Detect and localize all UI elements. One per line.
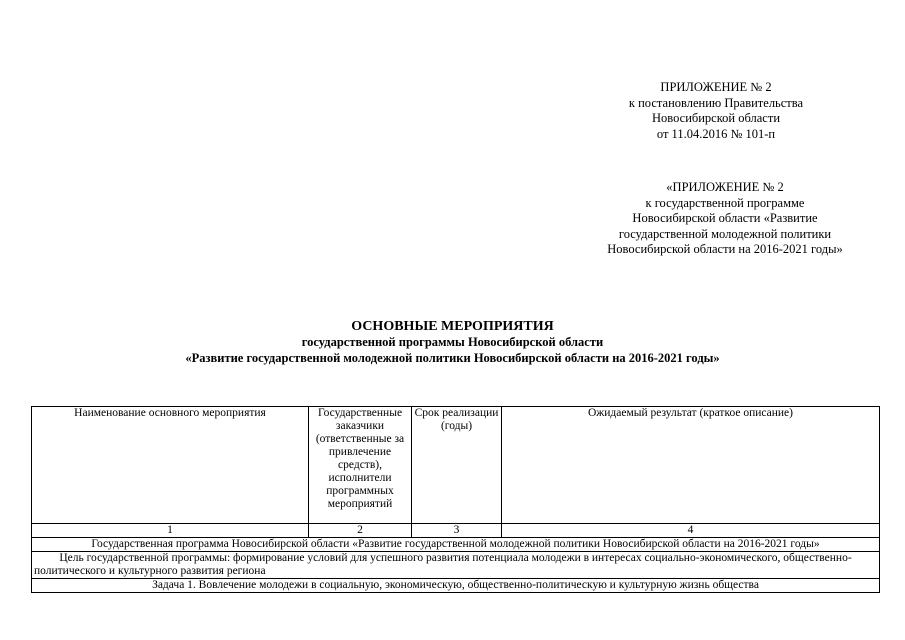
appendix-date: от 11.04.2016 № 101-п bbox=[656, 126, 776, 141]
page-title: ОСНОВНЫЕ МЕРОПРИЯТИЯ bbox=[351, 319, 554, 334]
table-row bbox=[32, 579, 880, 593]
page-subtitle: «Развитие государственной молодежной политики Новосибирской области на 2016-2021 годы» bbox=[185, 350, 720, 365]
appendix-line: государственной молодежной политики bbox=[618, 226, 832, 241]
table-row bbox=[32, 538, 880, 552]
column-number: 1 bbox=[32, 524, 309, 538]
appendix-title: ПРИЛОЖЕНИЕ № 2 bbox=[660, 80, 772, 94]
page-subtitle: государственной программы Новосибирской области bbox=[301, 335, 604, 349]
program-row: Государственная программа Новосибирской области «Развитие государственной молодежной политики Новосибирской области на 2016-2021 годы» bbox=[32, 538, 880, 552]
column-number-row bbox=[32, 524, 880, 538]
appendix-line: Новосибирской области «Развитие bbox=[632, 211, 818, 225]
measures-table bbox=[31, 406, 880, 593]
appendix-line: Новосибирской области bbox=[651, 111, 781, 125]
appendix-reference bbox=[586, 80, 846, 142]
appendix-line: к постановлению Правительства bbox=[628, 95, 804, 110]
appendix-line: к государственной программе bbox=[645, 195, 805, 210]
column-number: 4 bbox=[502, 524, 880, 538]
document-heading bbox=[0, 318, 905, 366]
goal-row: Цель государственной программы: формирование условий для успешного развития потенциала молодежи в интересах социально-экономического, общественно-политического и культурного развития региона bbox=[32, 552, 880, 579]
table-row bbox=[32, 552, 880, 579]
appendix-title: «ПРИЛОЖЕНИЕ № 2 bbox=[666, 180, 784, 194]
column-header: Государственные заказчики (ответственные за привлечение средств), исполнители программных мероприятий bbox=[309, 407, 412, 524]
column-number: 3 bbox=[412, 524, 502, 538]
column-header: Ожидаемый результат (краткое описание) bbox=[502, 407, 880, 524]
program-appendix-reference bbox=[560, 180, 890, 258]
appendix-line: Новосибирской области на 2016-2021 годы» bbox=[607, 242, 843, 256]
column-header: Срок реализации (годы) bbox=[412, 407, 502, 524]
table-header-row bbox=[32, 407, 880, 524]
column-header: Наименование основного мероприятия bbox=[32, 407, 309, 524]
column-number: 2 bbox=[309, 524, 412, 538]
task-row: Задача 1. Вовлечение молодежи в социальную, экономическую, общественно-политическую и культурную жизнь общества bbox=[32, 579, 880, 593]
